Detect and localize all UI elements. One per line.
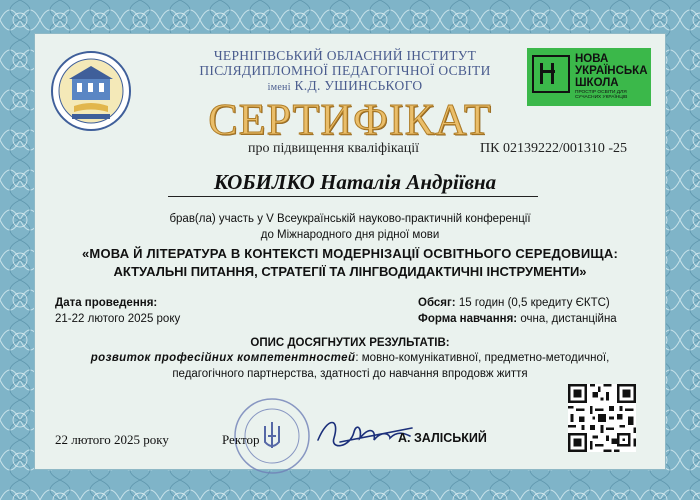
participation-line-1: брав(ла) участь у V Всеукраїнській науково-практичній конференції: [169, 213, 531, 225]
certificate-subtitle: про підвищення кваліфікації: [248, 141, 419, 156]
nus-logo-text: НОВА УКРАЇНСЬКА ШКОЛА: [575, 53, 648, 89]
certificate-title: СЕРТИФІКАТ: [208, 95, 492, 144]
institute-name: [195, 48, 495, 95]
nus-mark-icon: [532, 55, 570, 93]
institute-logo: [50, 50, 132, 132]
results-heading: ОПИС ДОСЯГНУТИХ РЕЗУЛЬТАТІВ:: [250, 337, 450, 349]
nus-logo-subtitle: ПРОСТІР ОСВІТИ ДЛЯ СУЧАСНИХ УКРАЇНЦІВ: [575, 90, 628, 100]
qr-code: [568, 384, 636, 452]
name-underline: [168, 196, 538, 197]
nus-logo: [527, 48, 651, 106]
volume: Обсяг: 15 годин (0,5 кредиту ЄКТС): [418, 297, 610, 309]
institute-line-2: ПІСЛЯДИПЛОМНОЇ ПЕДАГОГІЧНОЇ ОСВІТИ: [199, 63, 491, 78]
signer-name: А. ЗАЛІСЬКИЙ: [398, 431, 487, 445]
date-label: Дата проведення:: [55, 297, 158, 309]
participation-line-2: до Міжнародного дня рідної мови: [260, 229, 440, 241]
conference-title-line-1: «МОВА Й ЛІТЕРАТУРА В КОНТЕКСТІ МОДЕРНІЗАЦІЇ ОСВІТНЬОГО СЕРЕДОВИЩА:: [82, 246, 618, 261]
institute-line-1: ЧЕРНІГІВСЬКИЙ ОБЛАСНИЙ ІНСТИТУТ: [213, 48, 477, 63]
certificate-number: ПК 02139222/001310 -25: [480, 141, 627, 156]
conference-title-line-2: АКТУАЛЬНІ ПИТАННЯ, СТРАТЕГІЇ ТА ЛІНГВОДИДАКТИЧНІ ІНСТРУМЕНТИ»: [113, 264, 587, 279]
recipient-name: КОБИЛКО Наталія Андріївна: [213, 170, 497, 194]
institute-line-3: імені К.Д. УШИНСЬКОГО: [267, 78, 423, 93]
results-line-2: педагогічного партнерства, здатності до навчання впродовж життя: [172, 368, 528, 380]
issue-date: 22 лютого 2025 року: [55, 432, 169, 447]
rector-label: Ректор: [222, 432, 260, 447]
date-value: 21-22 лютого 2025 року: [55, 313, 181, 325]
results-line-1: розвиток професійних компетентностей: мовно-комунікативної, предметно-методичної,: [90, 352, 610, 364]
study-form: Форма навчання: очна, дистанційна: [418, 313, 617, 325]
